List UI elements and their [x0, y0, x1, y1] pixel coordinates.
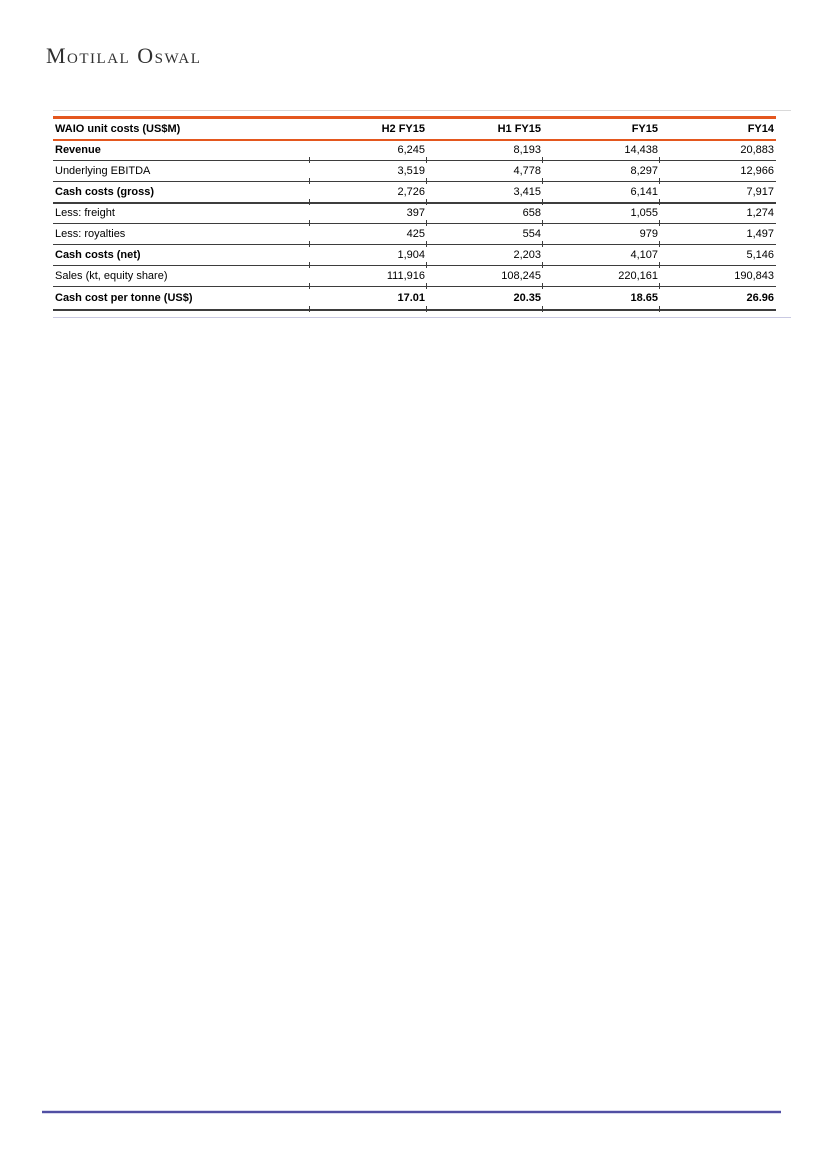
table-row — [53, 182, 776, 203]
row-label: Cash costs (gross) — [53, 182, 310, 203]
table-row — [53, 140, 776, 161]
column-header: H1 FY15 — [427, 118, 543, 140]
row-value: 20.35 — [427, 287, 543, 310]
row-value: 5,146 — [660, 245, 776, 266]
row-label: Less: freight — [53, 203, 310, 224]
row-label: Revenue — [53, 140, 310, 161]
table-row — [53, 224, 776, 245]
row-value: 1,274 — [660, 203, 776, 224]
table-row — [53, 161, 776, 182]
column-header: H2 FY15 — [310, 118, 427, 140]
row-value: 6,141 — [543, 182, 660, 203]
row-value: 397 — [310, 203, 427, 224]
row-label: Cash cost per tonne (US$) — [53, 287, 310, 310]
row-value: 8,297 — [543, 161, 660, 182]
row-value: 425 — [310, 224, 427, 245]
row-value: 8,193 — [427, 140, 543, 161]
row-label: Cash costs (net) — [53, 245, 310, 266]
row-label: Sales (kt, equity share) — [53, 266, 310, 287]
row-value: 20,883 — [660, 140, 776, 161]
row-value: 1,497 — [660, 224, 776, 245]
row-value: 17.01 — [310, 287, 427, 310]
row-value: 111,916 — [310, 266, 427, 287]
row-value: 12,966 — [660, 161, 776, 182]
row-label: Underlying EBITDA — [53, 161, 310, 182]
row-value: 554 — [427, 224, 543, 245]
row-value: 7,917 — [660, 182, 776, 203]
row-value: 18.65 — [543, 287, 660, 310]
table-title: WAIO unit costs (US$M) — [53, 118, 310, 140]
row-value: 14,438 — [543, 140, 660, 161]
column-header: FY15 — [543, 118, 660, 140]
row-value: 2,726 — [310, 182, 427, 203]
row-value: 979 — [543, 224, 660, 245]
table-header-row — [53, 118, 776, 140]
row-value: 6,245 — [310, 140, 427, 161]
row-value: 108,245 — [427, 266, 543, 287]
row-label: Less: royalties — [53, 224, 310, 245]
figure-bottom-edge — [53, 317, 791, 318]
table-row — [53, 203, 776, 224]
row-value: 2,203 — [427, 245, 543, 266]
row-value: 4,778 — [427, 161, 543, 182]
row-value: 26.96 — [660, 287, 776, 310]
waio-unit-costs-figure — [53, 110, 791, 318]
table-row — [53, 287, 776, 310]
row-value: 3,519 — [310, 161, 427, 182]
row-value: 1,904 — [310, 245, 427, 266]
column-header: FY14 — [660, 118, 776, 140]
row-value: 1,055 — [543, 203, 660, 224]
table-row — [53, 245, 776, 266]
figure-top-edge — [53, 110, 791, 111]
brand-logo: Motilal Oswal — [46, 43, 202, 68]
table-body — [53, 140, 776, 310]
row-value: 3,415 — [427, 182, 543, 203]
row-value: 4,107 — [543, 245, 660, 266]
row-value: 658 — [427, 203, 543, 224]
footer-divider — [42, 1110, 781, 1114]
row-value: 220,161 — [543, 266, 660, 287]
table-row — [53, 266, 776, 287]
row-value: 190,843 — [660, 266, 776, 287]
waio-unit-costs-table — [53, 116, 776, 311]
